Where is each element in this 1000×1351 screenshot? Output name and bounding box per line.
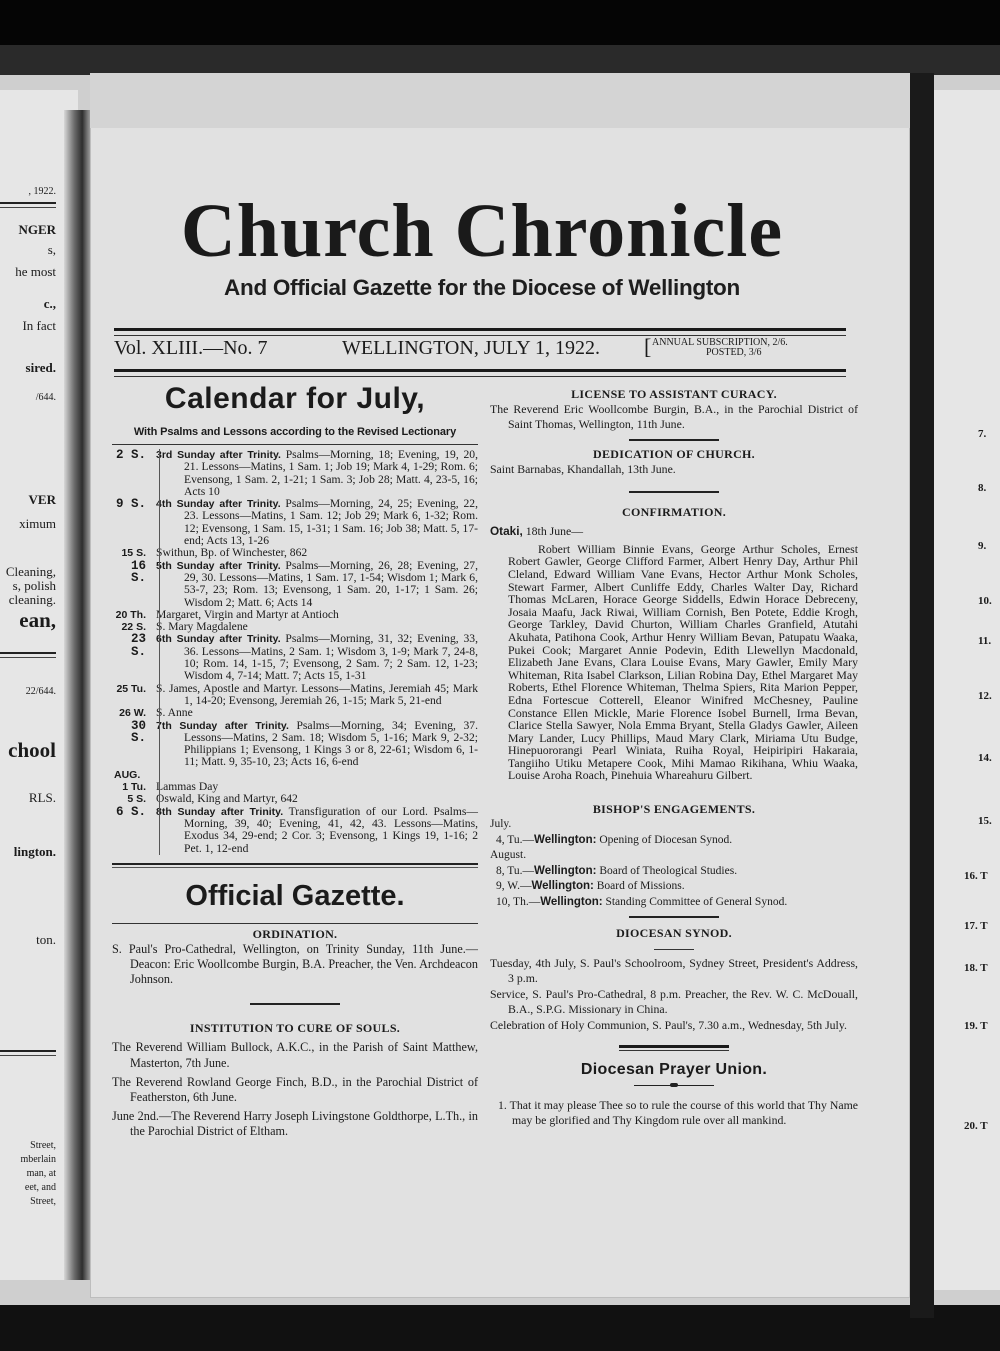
- calendar-entry: [156, 806, 478, 855]
- left-page-text-fragment: chool: [8, 738, 56, 762]
- subscription-posted: POSTED, 3/6: [706, 347, 762, 358]
- entry-text: S. James, Apostle and Martyr. Lessons—Matins, Jeremiah 45; Mark 1, 14-20; Evensong, Jeremiah 26, 1-15; Mark 5, 21-end: [156, 681, 478, 707]
- institution-item: June 2nd.—The Reverend Harry Joseph Livingstone Goldthorpe, L.Th., in the Parochial District of Eltham.: [112, 1109, 478, 1139]
- entry-text: Transfiguration of our Lord. Psalms—Morning, 39, 40; Evening, 41, 42, 43. Lessons—Matins, Exodus 34, 29-end; 2 Cor. 3; Evensong, 1 Kings 19, 1-16; 2 Pet. 1, 12-end: [184, 804, 479, 855]
- right-binding-gutter: [910, 73, 934, 1318]
- section-divider: [619, 1045, 729, 1051]
- right-page-text-fragment: 20. T: [964, 1120, 988, 1132]
- entry-text: Oswald, King and Martyr, 642: [156, 792, 298, 806]
- masthead-rule-bottom: [114, 369, 846, 377]
- calendar-day: 25 Tu.: [116, 682, 146, 695]
- institution-item: The Reverend Rowland George Finch, B.D., in the Parochial District of Featherston, 6th June.: [112, 1074, 478, 1105]
- calendar-day: 5 S.: [127, 793, 146, 806]
- left-page-text-fragment: cleaning.: [8, 592, 56, 607]
- left-page-rule: [0, 202, 56, 208]
- prayer-union-title: Diocesan Prayer Union.: [580, 1061, 768, 1079]
- right-page-text-fragment: 18. T: [964, 962, 988, 974]
- license-text: The Reverend Eric Woollcombe Burgin, B.A., in the Parochial District of Saint Thomas, Wellington, 11th June.: [490, 402, 858, 431]
- right-page-text-fragment: 7.: [978, 428, 987, 440]
- divider: [654, 949, 694, 950]
- engagement-item: [490, 895, 858, 911]
- left-page-text-fragment: s, polish: [12, 578, 56, 593]
- engagement-date: 10, Th.—: [496, 895, 541, 908]
- calendar-row: [112, 720, 478, 769]
- left-page-text-fragment: ton.: [36, 932, 56, 947]
- calendar-day: 15 S.: [121, 547, 146, 560]
- left-page-text-fragment: RLS.: [28, 790, 56, 805]
- calendar-day: 9 S.: [115, 497, 146, 512]
- masthead-subtitle: And Official Gazette for the Diocese of Wellington: [224, 275, 740, 300]
- divider: [112, 444, 478, 445]
- entry-text: Margaret, Virgin and Martyr at Antioch: [156, 607, 339, 621]
- engagement-place: Wellington:: [534, 864, 597, 877]
- right-page-text-fragment: 9.: [978, 540, 987, 552]
- calendar-title: Calendar for July,: [164, 382, 426, 415]
- left-page-text-fragment: mberlain: [20, 1154, 56, 1165]
- right-page-text-fragment: 19. T: [964, 1020, 988, 1032]
- right-page-fragment: [934, 90, 1000, 1290]
- divider: [112, 923, 478, 924]
- right-column: [490, 387, 858, 1128]
- entry-heading: 8th Sunday after Trinity.: [156, 805, 284, 818]
- section-divider: [112, 863, 478, 868]
- left-page-rule: [0, 1050, 56, 1056]
- august-label: AUG.: [114, 768, 141, 781]
- calendar-day: 2 S.: [115, 448, 146, 462]
- prayer-item: 1. That it may please Thee so to rule the course of this world that Thy Name may be glorified and Thy Kingdom rule over all mankind.: [498, 1098, 858, 1128]
- left-page-text-fragment: s,: [47, 242, 56, 257]
- calendar-row: [112, 449, 478, 498]
- left-page-text-fragment: sired.: [25, 360, 56, 375]
- right-page-text-fragment: 10.: [978, 595, 992, 607]
- masthead: [162, 191, 802, 301]
- page-top-shadow: [90, 73, 910, 128]
- license-heading: LICENSE TO ASSISTANT CURACY.: [571, 387, 777, 401]
- engagement-date: 4, Tu.—: [496, 833, 535, 846]
- diocesan-synod-heading: DIOCESAN SYNOD.: [616, 926, 732, 941]
- engagement-place: Wellington:: [531, 880, 594, 893]
- right-page-text-fragment: 8.: [978, 482, 987, 494]
- calendar-day: 22 S.: [121, 621, 146, 634]
- scan-top-strip: [0, 45, 1000, 75]
- right-page-text-fragment: 14.: [978, 752, 992, 764]
- confirmation-date: 18th June—: [522, 523, 584, 538]
- issue-line: [114, 335, 846, 365]
- engagement-event: Opening of Diocesan Synod.: [596, 833, 733, 846]
- calendar-entry: [156, 683, 478, 708]
- engagement-item: [490, 879, 858, 895]
- ordination-heading: ORDINATION.: [252, 926, 338, 941]
- left-page-text-fragment: , 1922.: [28, 186, 56, 197]
- calendar-row: [112, 498, 478, 547]
- calendar-row: [112, 560, 478, 609]
- engagement-date: 8, Tu.—: [496, 864, 535, 877]
- calendar-day: 20 Th.: [115, 608, 146, 621]
- confirmation-names: Robert William Binnie Evans, George Arthur Scholes, Ernest Robert Gawler, George Clifford Farmer, Albert Henry Day, Arthur Phil Cleland, Edward William Vane Evans, Hector Arthur Monk Scholes, Stewart Farmer, Albert Cunliffe Eddy, Charles Walter Day, Richard Thomas McLaren, Horace George Siddells, Edwin Horace Debreceny, Josaia Maafu, Jack Riwai, William Cornish, Ben Potete, Eddie Krogh, George Tarkley, David Churton, William Charles Granfield, Atutahi Akuhata, Patihona Cook, Arthur Henry William Bevan, Patupatu Waaka, Pukei Cook; Margaret Annie Podevin, Edith Llewellyn Macdonald, Elizabeth Jane Evans, Clara Louise Evans, Mary Gawler, Emily Mary Whiteman, Rita Isabel Clarkson, Lilian Robina Day, Ethel Margaret May Roberts, Ethel Florence Whiteman, Thelma Spiers, Rita Marion Pepper, Edna Fortescue Cotterell, Eleanor Winifred McChesney, Pauline Constance Ellen Mickle, Marie Florence Isobel Burnell, Irma Bevan, Clarice Stella Sawyer, Nola Emma Bryant, Stella Gladys Gawler, Aileen Mary Lander, Lucy Phillips, Maud Mary Clark, Miriama Utu Budge, Hinepuororangi Pearl Winiata, Ruiha Royal, Heipiripiri Hakaraia, Tangiiho Utiku Metapere Cook, Mihi Mamao Rikihana, Whiu Waaka, Louise Aroha Roach, Pinehuia Whareahuru Gilbert.: [508, 541, 858, 783]
- divider: [629, 916, 719, 918]
- right-page-text-fragment: 17. T: [964, 920, 988, 932]
- confirmation-heading: CONFIRMATION.: [621, 504, 726, 519]
- calendar-subtitle: With Psalms and Lessons according to the Revised Lectionary: [133, 426, 457, 438]
- engagement-item: [490, 833, 858, 849]
- left-page-text-fragment: ximum: [19, 516, 56, 531]
- calendar-row: [112, 683, 478, 708]
- entry-text: Psalms—Morning, 18; Evening, 19, 20, 21. Lessons—Matins, 1 Sam. 1; Job 19; Mark 4, 1-29; Rom. 6; Evensong, 1 Sam. 2, 1-21; 1 Sam. 3; Job 28; Matt. 4, 23-5, 16; Acts 10: [184, 448, 478, 498]
- calendar-entry: [156, 498, 478, 547]
- entry-text: Lammas Day: [156, 780, 219, 794]
- entry-text: Psalms—Morning, 26, 28; Evening, 27, 29, 30. Lessons—Matins, 1 Sam. 17, 1-54; Wisdom 1; Mark 6, 53-7, 23; Rom. 13; Evensong, 1 Sam. 20, 1-17; 1 Sam. 26; Wisdom 2; Matt. 6; Acts 14: [184, 558, 478, 609]
- divider: [250, 1003, 340, 1005]
- right-page-text-fragment: 15.: [978, 815, 992, 827]
- left-column: [112, 378, 478, 1140]
- left-page-text-fragment: c.,: [43, 296, 56, 311]
- engagement-event: Board of Theological Studies.: [596, 864, 738, 877]
- masthead-title: Church Chronicle: [180, 189, 784, 273]
- right-page-text-fragment: 11.: [978, 635, 992, 647]
- left-page-text-fragment: ean,: [19, 608, 56, 632]
- ordination-text: S. Paul's Pro-Cathedral, Wellington, on Trinity Sunday, 11th June.—Deacon: Eric Woollcombe Burgin, B.A. Preacher, the Ven. Archdeacon Johnson.: [112, 941, 478, 987]
- engagement-place: Wellington:: [540, 895, 603, 908]
- left-page-text-fragment: Street,: [30, 1140, 56, 1151]
- divider: [629, 439, 719, 441]
- left-page-text-fragment: NGER: [18, 222, 56, 237]
- institution-heading: INSTITUTION TO CURE OF SOULS.: [189, 1021, 401, 1036]
- engagement-month: August.: [490, 849, 527, 862]
- calendar-column-rule: [159, 449, 160, 855]
- calendar-day: 1 Tu.: [122, 781, 146, 794]
- entry-heading: 6th Sunday after Trinity.: [156, 633, 281, 646]
- calendar-table: [112, 449, 478, 855]
- official-gazette-title: Official Gazette.: [185, 879, 405, 912]
- calendar-entry: [156, 633, 478, 682]
- divider: [629, 491, 719, 493]
- engagement-place: Wellington:: [534, 833, 597, 846]
- engagements-list: [490, 817, 858, 910]
- confirmation-place: Otaki,: [490, 523, 523, 538]
- entry-text: Psalms—Morning, 34; Evening, 37. Lessons—Matins, 2 Sam. 18; Wisdom 5, 1-16; Mark 9, 2-32; Philippians 1; Evensong, 1 Kings 3 or 8, 22-61; Wisdom 6, 1-11; Matt. 9, 35-10, 23; Acts 16, 6-end: [184, 718, 478, 769]
- calendar-row: [112, 633, 478, 682]
- synod-item: Service, S. Paul's Pro-Cathedral, 8 p.m. Preacher, the Rev. W. C. McDouall, B.A., S.P.G. Missionary in China.: [490, 987, 858, 1016]
- confirmation-place-line: [490, 524, 858, 539]
- dateline: WELLINGTON, JULY 1, 1922.: [342, 337, 600, 359]
- left-page-text-fragment: lington.: [13, 844, 56, 859]
- synod-list: [490, 956, 858, 1033]
- entry-text: Psalms—Morning, 24, 25; Evening, 22, 23. Lessons—Matins, 1 Sam. 12; Job 29; Mark 6, 1-32; Rom. 12; Evensong, 1 Sam. 15, 1-31; 1 Sam. 16; Job 38; Matt. 5, 17-end; Acts 13, 1-26: [184, 497, 478, 548]
- institution-list: [112, 1040, 478, 1139]
- engagement-event: Standing Committee of General Synod.: [602, 895, 788, 908]
- volume-number: Vol. XLIII.—No. 7: [114, 337, 268, 359]
- left-page-text-fragment: man, at: [26, 1168, 56, 1179]
- left-page-text-fragment: 22/644.: [25, 686, 56, 697]
- calendar-day: 16 S.: [130, 558, 146, 585]
- entry-text: Swithun, Bp. of Winchester, 862: [156, 546, 308, 560]
- entry-heading: 5th Sunday after Trinity.: [156, 559, 281, 572]
- calendar-day: 30 S.: [130, 718, 146, 745]
- engagement-date: 9, W.—: [496, 880, 532, 893]
- calendar-day: 26 W.: [119, 707, 146, 720]
- newspaper-page: [90, 73, 910, 1298]
- left-page-text-fragment: Cleaning,: [5, 564, 56, 579]
- left-page-text-fragment: In fact: [22, 318, 56, 333]
- entry-heading: 7th Sunday after Trinity.: [156, 719, 289, 732]
- left-page-text-fragment: /644.: [35, 392, 56, 403]
- engagement-item: [490, 864, 858, 880]
- prayer-list: [490, 1098, 858, 1128]
- synod-item: Celebration of Holy Communion, S. Paul's, 7.30 a.m., Wednesday, 5th July.: [490, 1018, 847, 1033]
- left-page-text-fragment: VER: [28, 492, 56, 507]
- left-page-text-fragment: he most: [15, 264, 56, 279]
- dedication-text: Saint Barnabas, Khandallah, 13th June.: [490, 462, 676, 477]
- scan-bottom-border: [0, 1318, 1000, 1351]
- left-binding-gutter: [64, 110, 90, 1280]
- calendar-entry: [156, 720, 478, 769]
- synod-item: Tuesday, 4th July, S. Paul's Schoolroom, Sydney Street, President's Address, 3 p.m.: [490, 956, 858, 985]
- bracket-glyph: [: [644, 334, 652, 359]
- entry-heading: 4th Sunday after Trinity.: [156, 498, 281, 511]
- scan-top-border: [0, 0, 1000, 45]
- ornament-divider-icon: [634, 1085, 714, 1086]
- dedication-heading: DEDICATION OF CHURCH.: [593, 447, 755, 462]
- entry-heading: 3rd Sunday after Trinity.: [156, 449, 281, 461]
- left-page-rule: [0, 652, 56, 658]
- calendar-entry: [156, 449, 478, 498]
- calendar-row: [112, 806, 478, 855]
- engagement-month: July.: [490, 818, 512, 831]
- right-page-text-fragment: 16. T: [964, 870, 988, 882]
- left-page-text-fragment: Street,: [30, 1196, 56, 1207]
- right-page-text-fragment: 12.: [978, 690, 992, 702]
- subscription-annual: ANNUAL SUBSCRIPTION, 2/6.: [652, 337, 788, 348]
- bishops-engagements-heading: BISHOP'S ENGAGEMENTS.: [592, 802, 756, 817]
- calendar-entry: [156, 560, 478, 609]
- entry-text: S. Mary Magdalene: [156, 620, 248, 634]
- calendar-day: 23 S.: [130, 632, 146, 659]
- engagement-event: Board of Missions.: [593, 880, 685, 893]
- entry-text: Psalms—Morning, 31, 32; Evening, 33, 36. Lessons—Matins, 2 Sam. 1; Wisdom 3, 1-9; Mark 7, 24-8, 10; Rom. 14, 1-15, 7; Evensong, 2 Sam. 7; 2 Sam. 12, 1-23; Wisdom 4, 7-14; Matt. 7; Acts 15, 1-31: [184, 632, 478, 683]
- institution-item: The Reverend William Bullock, A.K.C., in the Parish of Saint Matthew, Masterton, 7th June.: [112, 1040, 478, 1070]
- left-page-text-fragment: eet, and: [24, 1182, 56, 1193]
- entry-text: S. Anne: [156, 706, 193, 720]
- calendar-day: 6 S.: [115, 804, 146, 819]
